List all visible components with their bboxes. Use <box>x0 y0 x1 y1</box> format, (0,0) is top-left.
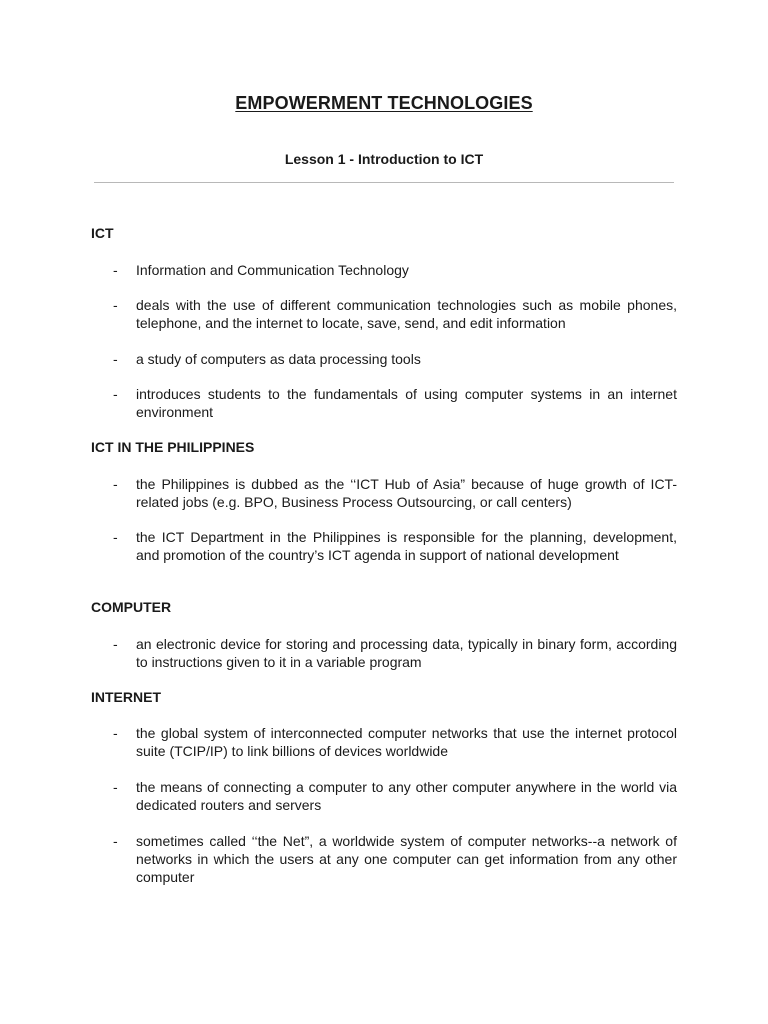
list-item <box>91 778 677 814</box>
bullet-dash: - <box>113 476 118 492</box>
list-item <box>91 528 677 564</box>
list-item-text: deals with the use of different communication technologies such as mobile phones, telephone, and the internet to locate, save, send, and edit information <box>136 297 677 331</box>
bullet-dash: - <box>113 297 118 313</box>
list-item <box>91 296 677 332</box>
list-item <box>91 385 677 421</box>
bullet-dash: - <box>113 351 118 367</box>
list-item-text: introduces students to the fundamentals of using computer systems in an internet environment <box>136 386 677 420</box>
bullet-dash: - <box>113 725 118 741</box>
list-item-text: the ICT Department in the Philippines is responsible for the planning, development, and promotion of the country’s ICT agenda in support of national development <box>136 529 677 563</box>
list-item-text: an electronic device for storing and processing data, typically in binary form, according to instructions given to it in a variable program <box>136 636 677 670</box>
bullet-dash: - <box>113 779 118 795</box>
list-item <box>91 475 677 511</box>
bullet-dash: - <box>113 386 118 402</box>
document-title: EMPOWERMENT TECHNOLOGIES <box>235 93 533 113</box>
list-item <box>91 724 677 760</box>
section-heading-computer: COMPUTER <box>91 599 172 615</box>
bullet-dash: - <box>113 529 118 545</box>
horizontal-divider <box>94 182 674 183</box>
list-item <box>91 350 677 368</box>
lesson-subtitle: Lesson 1 - Introduction to ICT <box>284 151 484 167</box>
section-heading-ict-philippines: ICT IN THE PHILIPPINES <box>91 439 255 455</box>
list-item-text: the Philippines is dubbed as the ‘‘ICT Hub of Asia” because of huge growth of ICT-related jobs (e.g. BPO, Business Process Outsourcing, or call centers) <box>136 476 677 510</box>
list-item <box>91 832 677 886</box>
bullet-dash: - <box>113 636 118 652</box>
bullet-dash: - <box>113 262 118 278</box>
section-heading-ict: ICT <box>91 225 114 241</box>
list-item <box>91 635 677 671</box>
list-item <box>91 261 677 279</box>
list-item-text: the global system of interconnected computer networks that use the internet protocol suite (TCIP/IP) to link billions of devices worldwide <box>136 725 677 759</box>
list-item-text: the means of connecting a computer to any other computer anywhere in the world via dedicated routers and servers <box>136 779 677 813</box>
list-item-text: a study of computers as data processing tools <box>136 351 421 367</box>
bullet-dash: - <box>113 833 118 849</box>
list-item-text: Information and Communication Technology <box>136 262 409 278</box>
section-heading-internet: INTERNET <box>91 689 161 705</box>
list-item-text: sometimes called ‘‘the Net”, a worldwide system of computer networks--a network of networks in which the users at any one computer can get information from any other computer <box>136 833 677 885</box>
